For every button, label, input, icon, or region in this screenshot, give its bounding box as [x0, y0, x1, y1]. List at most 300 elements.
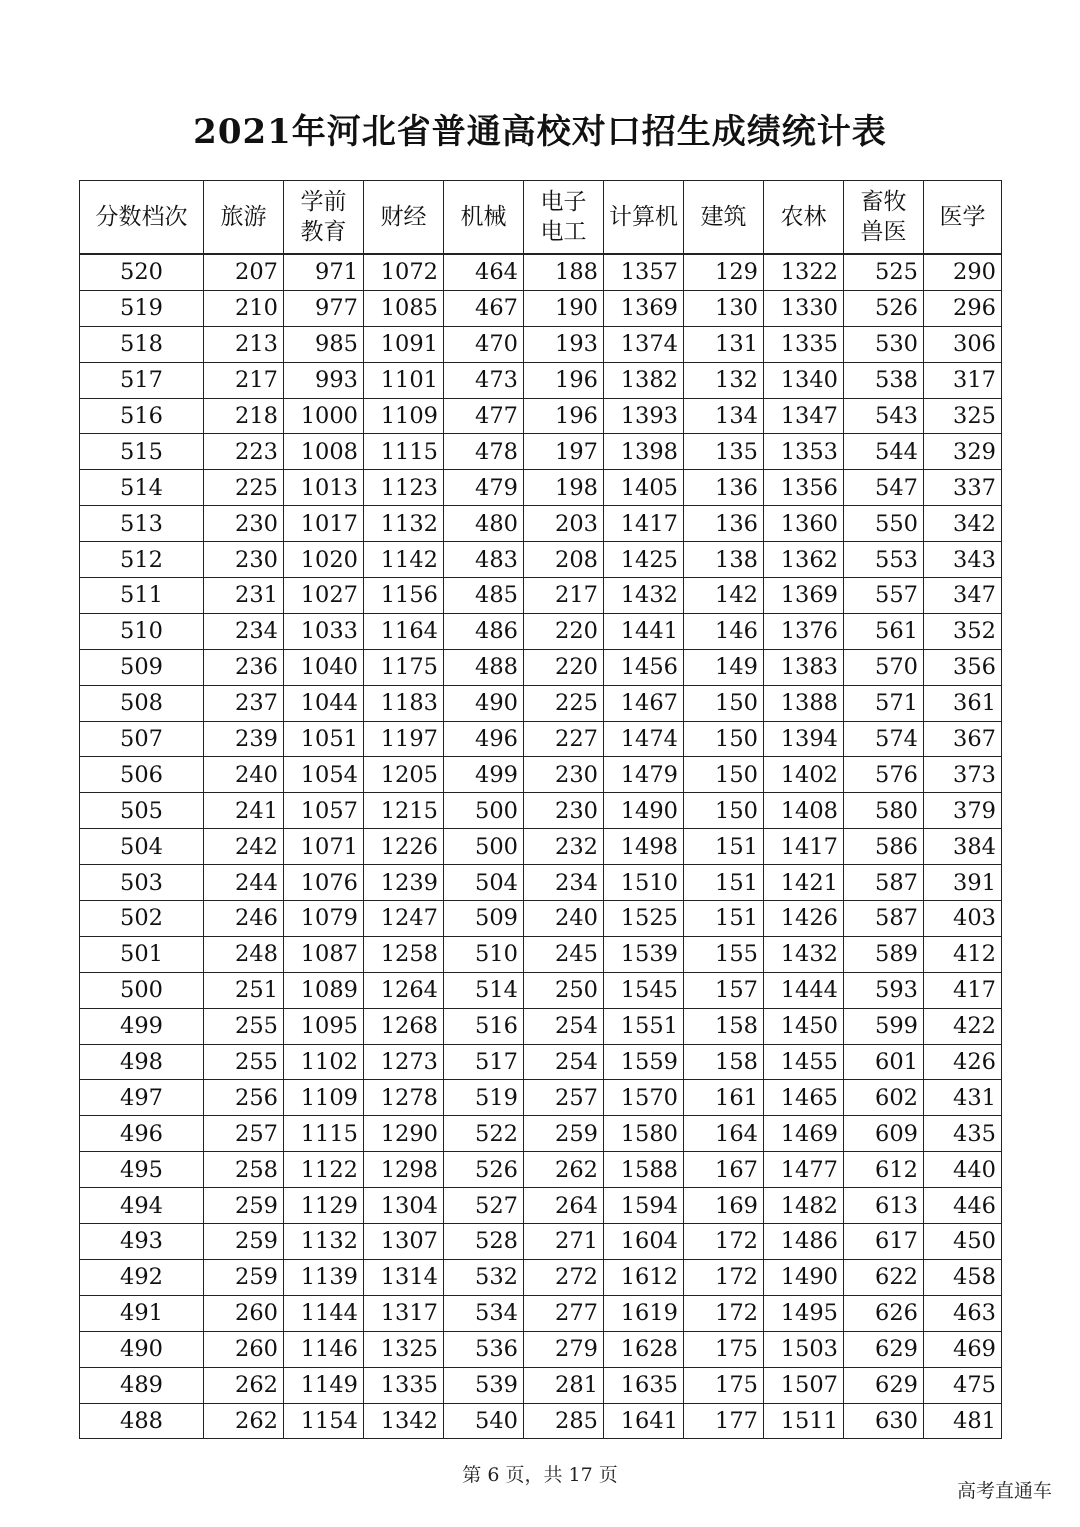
count-cell: 384 — [924, 829, 1002, 865]
count-cell: 230 — [204, 542, 284, 578]
count-cell: 431 — [924, 1080, 1002, 1116]
table-row — [80, 1008, 1002, 1044]
count-cell: 244 — [204, 865, 284, 901]
table-row — [80, 1224, 1002, 1260]
count-cell: 446 — [924, 1188, 1002, 1224]
score-level-cell: 515 — [80, 434, 204, 470]
count-cell: 1347 — [764, 398, 844, 434]
count-cell: 1278 — [364, 1080, 444, 1116]
score-level-cell: 508 — [80, 685, 204, 721]
count-cell: 142 — [684, 578, 764, 614]
count-cell: 246 — [204, 901, 284, 937]
count-cell: 1298 — [364, 1152, 444, 1188]
count-cell: 1353 — [764, 434, 844, 470]
count-cell: 277 — [524, 1295, 604, 1331]
count-cell: 500 — [444, 829, 524, 865]
count-cell: 1325 — [364, 1331, 444, 1367]
col-header-electronics — [524, 181, 604, 255]
score-level-cell: 517 — [80, 362, 204, 398]
count-cell: 1477 — [764, 1152, 844, 1188]
count-cell: 516 — [444, 1008, 524, 1044]
count-cell: 207 — [204, 254, 284, 290]
score-level-cell: 493 — [80, 1224, 204, 1260]
count-cell: 1382 — [604, 362, 684, 398]
count-cell: 1594 — [604, 1188, 684, 1224]
table-row — [80, 578, 1002, 614]
count-cell: 373 — [924, 757, 1002, 793]
count-cell: 1388 — [764, 685, 844, 721]
page-title: 2021年河北省普通高校对口招生成绩统计表 — [193, 112, 887, 152]
count-cell: 260 — [204, 1331, 284, 1367]
count-cell: 1017 — [284, 506, 364, 542]
score-level-cell: 489 — [80, 1367, 204, 1403]
score-table — [79, 180, 1002, 1439]
count-cell: 227 — [524, 721, 604, 757]
col-header-line: 电工 — [540, 219, 587, 245]
count-cell: 1376 — [764, 613, 844, 649]
count-cell: 169 — [684, 1188, 764, 1224]
count-cell: 343 — [924, 542, 1002, 578]
count-cell: 1421 — [764, 865, 844, 901]
score-level-cell: 490 — [80, 1331, 204, 1367]
count-cell: 435 — [924, 1116, 1002, 1152]
count-cell: 1393 — [604, 398, 684, 434]
count-cell: 155 — [684, 936, 764, 972]
table-row — [80, 290, 1002, 326]
count-cell: 1503 — [764, 1331, 844, 1367]
count-cell: 285 — [524, 1403, 604, 1439]
count-cell: 136 — [684, 506, 764, 542]
count-cell: 281 — [524, 1367, 604, 1403]
table-row — [80, 254, 1002, 290]
count-cell: 237 — [204, 685, 284, 721]
count-cell: 217 — [204, 362, 284, 398]
count-cell: 1588 — [604, 1152, 684, 1188]
col-header-line: 教育 — [300, 219, 347, 245]
score-level-cell: 518 — [80, 326, 204, 362]
count-cell: 1486 — [764, 1224, 844, 1260]
count-cell: 1013 — [284, 470, 364, 506]
score-level-cell: 512 — [80, 542, 204, 578]
table-row — [80, 757, 1002, 793]
count-cell: 259 — [204, 1259, 284, 1295]
table-row — [80, 1295, 1002, 1331]
count-cell: 131 — [684, 326, 764, 362]
count-cell: 1441 — [604, 613, 684, 649]
count-cell: 1425 — [604, 542, 684, 578]
count-cell: 172 — [684, 1259, 764, 1295]
count-cell: 129 — [684, 254, 764, 290]
count-cell: 1307 — [364, 1224, 444, 1260]
score-level-cell: 499 — [80, 1008, 204, 1044]
count-cell: 504 — [444, 865, 524, 901]
count-cell: 1044 — [284, 685, 364, 721]
count-cell: 1089 — [284, 972, 364, 1008]
count-cell: 1490 — [604, 793, 684, 829]
count-cell: 609 — [844, 1116, 924, 1152]
count-cell: 1510 — [604, 865, 684, 901]
count-cell: 234 — [204, 613, 284, 649]
count-cell: 150 — [684, 793, 764, 829]
count-cell: 1123 — [364, 470, 444, 506]
col-header-preschool — [284, 181, 364, 255]
score-level-cell: 491 — [80, 1295, 204, 1331]
count-cell: 172 — [684, 1295, 764, 1331]
score-level-cell: 501 — [80, 936, 204, 972]
table-row — [80, 506, 1002, 542]
count-cell: 317 — [924, 362, 1002, 398]
count-cell: 259 — [204, 1224, 284, 1260]
count-cell: 196 — [524, 362, 604, 398]
count-cell: 553 — [844, 542, 924, 578]
count-cell: 532 — [444, 1259, 524, 1295]
count-cell: 196 — [524, 398, 604, 434]
count-cell: 193 — [524, 326, 604, 362]
table-row — [80, 362, 1002, 398]
count-cell: 279 — [524, 1331, 604, 1367]
count-cell: 1057 — [284, 793, 364, 829]
score-level-cell: 497 — [80, 1080, 204, 1116]
count-cell: 547 — [844, 470, 924, 506]
count-cell: 1455 — [764, 1044, 844, 1080]
count-cell: 534 — [444, 1295, 524, 1331]
count-cell: 473 — [444, 362, 524, 398]
count-cell: 1511 — [764, 1403, 844, 1439]
count-cell: 1139 — [284, 1259, 364, 1295]
count-cell: 1356 — [764, 470, 844, 506]
table-row — [80, 649, 1002, 685]
count-cell: 1115 — [364, 434, 444, 470]
count-cell: 391 — [924, 865, 1002, 901]
count-cell: 164 — [684, 1116, 764, 1152]
count-cell: 242 — [204, 829, 284, 865]
score-level-cell: 516 — [80, 398, 204, 434]
count-cell: 486 — [444, 613, 524, 649]
count-cell: 1635 — [604, 1367, 684, 1403]
count-cell: 290 — [924, 254, 1002, 290]
count-cell: 478 — [444, 434, 524, 470]
count-cell: 539 — [444, 1367, 524, 1403]
col-header-architecture: 建筑 — [684, 181, 764, 255]
count-cell: 172 — [684, 1224, 764, 1260]
count-cell: 1268 — [364, 1008, 444, 1044]
header-row — [80, 181, 1002, 255]
score-level-cell: 500 — [80, 972, 204, 1008]
count-cell: 570 — [844, 649, 924, 685]
count-cell: 1417 — [764, 829, 844, 865]
count-cell: 599 — [844, 1008, 924, 1044]
count-cell: 971 — [284, 254, 364, 290]
count-cell: 561 — [844, 613, 924, 649]
count-cell: 379 — [924, 793, 1002, 829]
count-cell: 1247 — [364, 901, 444, 937]
count-cell: 528 — [444, 1224, 524, 1260]
count-cell: 217 — [524, 578, 604, 614]
col-header-line: 学前 — [300, 189, 347, 215]
count-cell: 1398 — [604, 434, 684, 470]
count-cell: 347 — [924, 578, 1002, 614]
count-cell: 1369 — [604, 290, 684, 326]
count-cell: 485 — [444, 578, 524, 614]
col-header-veterinary — [844, 181, 924, 255]
count-cell: 250 — [524, 972, 604, 1008]
score-level-cell: 505 — [80, 793, 204, 829]
table-row — [80, 936, 1002, 972]
table-row — [80, 542, 1002, 578]
count-cell: 479 — [444, 470, 524, 506]
count-cell: 1027 — [284, 578, 364, 614]
count-cell: 540 — [444, 1403, 524, 1439]
table-row — [80, 721, 1002, 757]
count-cell: 481 — [924, 1403, 1002, 1439]
count-cell: 1362 — [764, 542, 844, 578]
count-cell: 499 — [444, 757, 524, 793]
count-cell: 240 — [204, 757, 284, 793]
count-cell: 1008 — [284, 434, 364, 470]
count-cell: 1357 — [604, 254, 684, 290]
count-cell: 450 — [924, 1224, 1002, 1260]
col-header-medicine: 医学 — [924, 181, 1002, 255]
table-row — [80, 1044, 1002, 1080]
score-level-cell: 513 — [80, 506, 204, 542]
count-cell: 1197 — [364, 721, 444, 757]
col-header-line: 兽医 — [860, 219, 907, 245]
count-cell: 1402 — [764, 757, 844, 793]
count-cell: 198 — [524, 470, 604, 506]
count-cell: 239 — [204, 721, 284, 757]
count-cell: 260 — [204, 1295, 284, 1331]
count-cell: 977 — [284, 290, 364, 326]
count-cell: 613 — [844, 1188, 924, 1224]
count-cell: 1340 — [764, 362, 844, 398]
count-cell: 1020 — [284, 542, 364, 578]
count-cell: 536 — [444, 1331, 524, 1367]
count-cell: 417 — [924, 972, 1002, 1008]
count-cell: 272 — [524, 1259, 604, 1295]
count-cell: 1076 — [284, 865, 364, 901]
count-cell: 589 — [844, 936, 924, 972]
count-cell: 1570 — [604, 1080, 684, 1116]
table-row — [80, 1080, 1002, 1116]
count-cell: 1612 — [604, 1259, 684, 1295]
table-row — [80, 793, 1002, 829]
count-cell: 1559 — [604, 1044, 684, 1080]
count-cell: 208 — [524, 542, 604, 578]
score-level-cell: 506 — [80, 757, 204, 793]
table-row — [80, 1259, 1002, 1295]
table-row — [80, 972, 1002, 1008]
count-cell: 1369 — [764, 578, 844, 614]
count-cell: 517 — [444, 1044, 524, 1080]
count-cell: 259 — [204, 1188, 284, 1224]
count-cell: 1091 — [364, 326, 444, 362]
count-cell: 1085 — [364, 290, 444, 326]
count-cell: 1551 — [604, 1008, 684, 1044]
count-cell: 342 — [924, 506, 1002, 542]
count-cell: 1417 — [604, 506, 684, 542]
count-cell: 527 — [444, 1188, 524, 1224]
count-cell: 1467 — [604, 685, 684, 721]
count-cell: 132 — [684, 362, 764, 398]
count-cell: 630 — [844, 1403, 924, 1439]
count-cell: 593 — [844, 972, 924, 1008]
count-cell: 622 — [844, 1259, 924, 1295]
count-cell: 1149 — [284, 1367, 364, 1403]
table-row — [80, 470, 1002, 506]
count-cell: 626 — [844, 1295, 924, 1331]
count-cell: 440 — [924, 1152, 1002, 1188]
score-level-cell: 498 — [80, 1044, 204, 1080]
score-level-cell: 495 — [80, 1152, 204, 1188]
count-cell: 1314 — [364, 1259, 444, 1295]
count-cell: 1095 — [284, 1008, 364, 1044]
count-cell: 1102 — [284, 1044, 364, 1080]
table-row — [80, 434, 1002, 470]
count-cell: 467 — [444, 290, 524, 326]
table-row — [80, 901, 1002, 937]
table-row — [80, 685, 1002, 721]
table-row — [80, 1367, 1002, 1403]
count-cell: 134 — [684, 398, 764, 434]
count-cell: 490 — [444, 685, 524, 721]
count-cell: 587 — [844, 901, 924, 937]
count-cell: 571 — [844, 685, 924, 721]
count-cell: 1432 — [764, 936, 844, 972]
count-cell: 550 — [844, 506, 924, 542]
count-cell: 220 — [524, 649, 604, 685]
page-footer: 第 6 页，共 17 页 — [462, 1464, 618, 1486]
count-cell: 510 — [444, 936, 524, 972]
count-cell: 232 — [524, 829, 604, 865]
count-cell: 262 — [204, 1367, 284, 1403]
count-cell: 576 — [844, 757, 924, 793]
count-cell: 1432 — [604, 578, 684, 614]
count-cell: 256 — [204, 1080, 284, 1116]
count-cell: 130 — [684, 290, 764, 326]
count-cell: 234 — [524, 865, 604, 901]
count-cell: 197 — [524, 434, 604, 470]
count-cell: 337 — [924, 470, 1002, 506]
count-cell: 1129 — [284, 1188, 364, 1224]
count-cell: 1495 — [764, 1295, 844, 1331]
count-cell: 1628 — [604, 1331, 684, 1367]
count-cell: 218 — [204, 398, 284, 434]
count-cell: 1273 — [364, 1044, 444, 1080]
count-cell: 464 — [444, 254, 524, 290]
count-cell: 426 — [924, 1044, 1002, 1080]
count-cell: 601 — [844, 1044, 924, 1080]
score-level-cell: 503 — [80, 865, 204, 901]
count-cell: 480 — [444, 506, 524, 542]
count-cell: 190 — [524, 290, 604, 326]
count-cell: 223 — [204, 434, 284, 470]
count-cell: 225 — [524, 685, 604, 721]
count-cell: 544 — [844, 434, 924, 470]
col-header-agroforestry: 农林 — [764, 181, 844, 255]
table-row — [80, 1331, 1002, 1367]
count-cell: 470 — [444, 326, 524, 362]
count-cell: 526 — [444, 1152, 524, 1188]
count-cell: 231 — [204, 578, 284, 614]
count-cell: 1142 — [364, 542, 444, 578]
count-cell: 255 — [204, 1008, 284, 1044]
count-cell: 1394 — [764, 721, 844, 757]
col-header-tourism: 旅游 — [204, 181, 284, 255]
count-cell: 1183 — [364, 685, 444, 721]
score-level-cell: 492 — [80, 1259, 204, 1295]
count-cell: 1156 — [364, 578, 444, 614]
count-cell: 175 — [684, 1367, 764, 1403]
count-cell: 361 — [924, 685, 1002, 721]
score-level-cell: 520 — [80, 254, 204, 290]
count-cell: 259 — [524, 1116, 604, 1152]
count-cell: 629 — [844, 1367, 924, 1403]
count-cell: 1482 — [764, 1188, 844, 1224]
count-cell: 236 — [204, 649, 284, 685]
count-cell: 1000 — [284, 398, 364, 434]
count-cell: 158 — [684, 1044, 764, 1080]
count-cell: 469 — [924, 1331, 1002, 1367]
score-level-cell: 509 — [80, 649, 204, 685]
count-cell: 1051 — [284, 721, 364, 757]
score-level-cell: 502 — [80, 901, 204, 937]
count-cell: 586 — [844, 829, 924, 865]
count-cell: 412 — [924, 936, 1002, 972]
col-header-line: 电子 — [540, 189, 587, 215]
count-cell: 1264 — [364, 972, 444, 1008]
table-row — [80, 865, 1002, 901]
count-cell: 1258 — [364, 936, 444, 972]
count-cell: 519 — [444, 1080, 524, 1116]
count-cell: 1109 — [364, 398, 444, 434]
count-cell: 146 — [684, 613, 764, 649]
count-cell: 1619 — [604, 1295, 684, 1331]
table-row — [80, 829, 1002, 865]
count-cell: 306 — [924, 326, 1002, 362]
count-cell: 296 — [924, 290, 1002, 326]
count-cell: 225 — [204, 470, 284, 506]
count-cell: 1071 — [284, 829, 364, 865]
count-cell: 993 — [284, 362, 364, 398]
count-cell: 254 — [524, 1044, 604, 1080]
count-cell: 1164 — [364, 613, 444, 649]
count-cell: 1498 — [604, 829, 684, 865]
score-level-cell: 504 — [80, 829, 204, 865]
count-cell: 1122 — [284, 1152, 364, 1188]
count-cell: 1079 — [284, 901, 364, 937]
count-cell: 367 — [924, 721, 1002, 757]
count-cell: 1545 — [604, 972, 684, 1008]
count-cell: 1109 — [284, 1080, 364, 1116]
count-cell: 557 — [844, 578, 924, 614]
count-cell: 325 — [924, 398, 1002, 434]
count-cell: 1101 — [364, 362, 444, 398]
count-cell: 1290 — [364, 1116, 444, 1152]
count-cell: 525 — [844, 254, 924, 290]
count-cell: 587 — [844, 865, 924, 901]
count-cell: 245 — [524, 936, 604, 972]
count-cell: 220 — [524, 613, 604, 649]
table-row — [80, 1403, 1002, 1439]
count-cell: 602 — [844, 1080, 924, 1116]
table-row — [80, 1116, 1002, 1152]
count-cell: 483 — [444, 542, 524, 578]
count-cell: 161 — [684, 1080, 764, 1116]
count-cell: 1469 — [764, 1116, 844, 1152]
count-cell: 356 — [924, 649, 1002, 685]
count-cell: 213 — [204, 326, 284, 362]
count-cell: 203 — [524, 506, 604, 542]
